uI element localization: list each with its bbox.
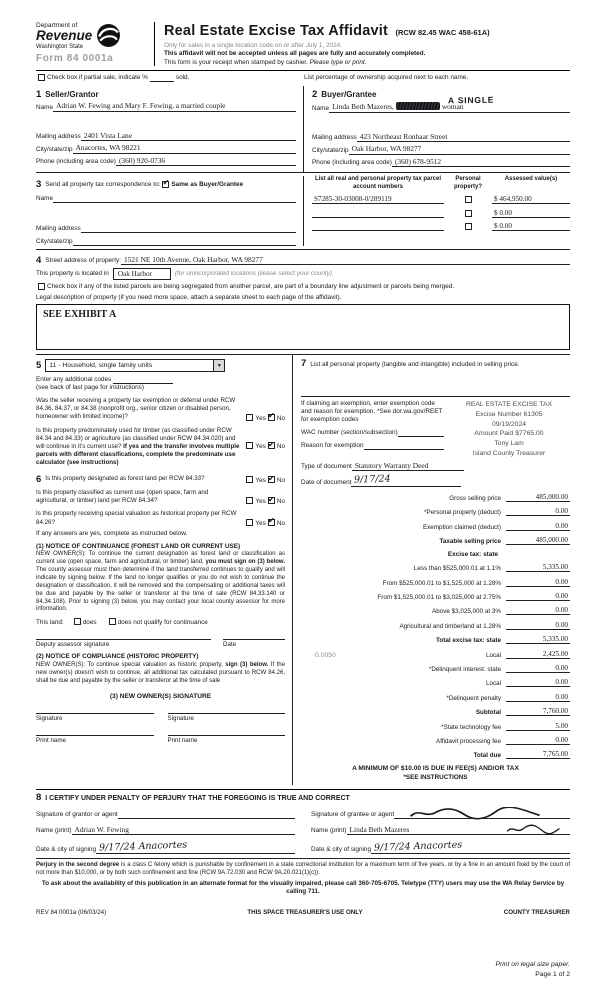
header-note-3a: This form is your receipt when stamped by cashier. — [164, 58, 310, 66]
buyer-name-tail: woman — [441, 102, 464, 112]
partial-sale-bar — [36, 74, 570, 82]
see-back-note: (see back of last page for instructions) — [36, 384, 144, 392]
see-instructions-note: *SEE INSTRUCTIONS — [403, 774, 468, 782]
dor-logo-icon — [96, 23, 121, 48]
q2-no-checkbox[interactable] — [267, 439, 275, 449]
seller-citystate-label: City/state/zip — [36, 145, 73, 153]
grantor-handwritten-date-city: 9/17/24 Anacortes — [98, 839, 188, 854]
certify-statement: I CERTIFY UNDER PENALTY OF PERJURY THAT THE FOREGOING IS TRUE AND CORRECT — [45, 794, 350, 802]
tax-value-field[interactable]: 0.00 — [506, 507, 570, 516]
land-qualify-row — [36, 619, 285, 626]
tax-computation-table — [301, 493, 570, 760]
grantee-signature-field[interactable] — [394, 810, 570, 819]
question-timber-agriculture — [36, 427, 285, 467]
does-not-label: does not qualify for continuance — [117, 619, 208, 627]
same-as-buyer-label: Same as Buyer/Grantee — [171, 181, 244, 189]
historic-no-checkbox[interactable] — [267, 516, 275, 526]
notice2-c: If the new owner(s) doesn't wish to continue, all additional tax calculated pursuant to RCW 84.26, shall be due and payable by the seller or transferor at the time of sale — [36, 661, 285, 684]
owner-signature-line[interactable] — [36, 713, 154, 714]
tax-value-field[interactable]: 5.00 — [506, 722, 570, 731]
partial-sale-checkbox[interactable] — [38, 74, 45, 81]
signature-label: Signature — [167, 714, 194, 722]
perjury-statement — [36, 858, 570, 878]
deputy-assessor-row — [36, 639, 285, 648]
alternate-format-note: To ask about the availability of this publication in an alternate format for the visually impaired, please call 360-705-6705. Teletype (TTY) users may use the WA Relay Service by calling 711. — [41, 879, 565, 896]
legal-description-field[interactable]: SEE EXHIBIT A — [36, 304, 570, 350]
seller-name-field[interactable]: Adrian W. Fewing and Mary F. Fewing, a married couple — [53, 102, 296, 112]
this-land-label: This land: — [36, 619, 64, 627]
no-label: No — [276, 414, 285, 422]
notice1-title: (1) NOTICE OF CONTINUANCE (FOREST LAND OR CURRENT USE) — [36, 542, 241, 550]
notice2-a: NEW OWNER(S): To continue special valuation as historic property, — [36, 661, 226, 668]
section5-number: 5 — [36, 360, 42, 372]
reason-exemption-field[interactable] — [364, 441, 444, 450]
new-owner-signature-row — [36, 713, 285, 722]
tax-row: Total due 7,765.00 — [473, 750, 568, 760]
page-number: Page 1 of 2 — [535, 970, 570, 978]
check-icon: ✔ — [162, 178, 170, 188]
yes-label: Yes — [255, 443, 266, 451]
form-title-rcw: (RCW 82.45 WAC 458-61A) — [395, 28, 490, 37]
corr-citystate-field[interactable] — [73, 237, 296, 246]
partial-sale-label: Check box if partial sale, indicate % — [47, 73, 148, 81]
grantee-name-print-label: Name (print) — [311, 827, 347, 835]
q2-bold: If yes and the transfer involves multiple parcels with different classifications, complete the predominate use calculator (see instructions) — [36, 442, 240, 466]
local-rate-stamp: 0.0050 — [315, 651, 336, 659]
grantee-name-scribble — [506, 823, 561, 836]
legal-size-note: Print on legal size paper. — [495, 960, 570, 968]
footer-row — [36, 909, 570, 916]
if-yes-note: If any answers are yes, complete as instructed below. — [36, 529, 188, 537]
tax-row: From $1,525,000.01 to $3,025,000 at 2.75% 0.00 — [377, 592, 568, 602]
seller-name-label: Name — [36, 103, 54, 111]
stamp-treasurer: Island County Treasurer — [472, 450, 546, 458]
check-icon: ✔ — [267, 494, 275, 504]
divider-line — [301, 396, 570, 397]
tax-row: Agricultural and timberland at 1.28% 0.00 — [399, 620, 568, 630]
does-label: does — [82, 619, 97, 627]
notice3-title: (3) NEW OWNER(S) SIGNATURE — [109, 692, 212, 700]
q1-text: Was the seller receiving a property tax exemption or deferral under RCW 84.36, 84.37, or 84.38 (nonprofit org., senior citizen or disabled person, homeowner with limited income)? — [36, 397, 236, 421]
form-header — [36, 22, 570, 66]
dept-line2: Revenue — [36, 28, 93, 43]
tax-row: Gross selling price 485,000.00 — [449, 492, 568, 502]
type-of-document-label: Type of document — [301, 463, 352, 471]
personal-property-blank-area[interactable] — [301, 369, 570, 393]
notice1-a: NEW OWNER(S): To continue the current designation as forest land or classification as current use (open space, farm and agricultural, or timber) land, — [36, 551, 285, 566]
assessed-value-field[interactable]: $ 0.00 — [492, 209, 570, 218]
new-owner-printname-row — [36, 735, 285, 744]
perjury-rest: is a class C felony which is punishable by confinement in a state correctional institution for a maximum term of five years, or by a fine in an amount fixed by the court of not more than $10,000, or by both such confinement and fine (RCW 9A.72.030 and RCW 9A.20.021(1)(c)). — [36, 862, 570, 877]
parcel-row — [312, 209, 570, 218]
wac-number-field[interactable] — [398, 428, 444, 437]
seller-mailing-label: Mailing address — [36, 133, 81, 141]
left-column — [36, 355, 292, 785]
q1-no-checkbox[interactable] — [267, 411, 275, 421]
seller-citystate-field[interactable]: Anacortes, WA 98221 — [73, 144, 296, 154]
stamp-amount-paid: Amount Paid $7765.00 — [474, 430, 544, 438]
spacer — [312, 113, 570, 130]
corr-citystate-label: City/state/zip — [36, 237, 73, 245]
grantee-handwritten-date-city: 9/17/24 Anacortes — [373, 839, 463, 854]
grantee-name-print-field[interactable]: Linda Beth Mazeres — [347, 826, 500, 836]
tax-row: *Personal property (deduct) 0.00 — [423, 507, 568, 517]
scribbled-out-words — [396, 102, 440, 110]
legal-description-label: Legal description of property (if you need more space, attach a separate sheet to each page of the affidavit). — [36, 294, 342, 302]
perjury-bold: Perjury in the second degree — [36, 862, 120, 869]
tax-value-field[interactable]: 485,000.00 — [506, 536, 570, 545]
seller-phone-label: Phone (including area code) — [36, 158, 116, 166]
assessed-value-header: Assessed value(s) — [504, 176, 558, 183]
corr-mailing-field[interactable] — [81, 224, 296, 233]
grantee-date-city-label: Date & city of signing — [311, 846, 372, 854]
signature-label: Signature — [36, 714, 63, 722]
personal-property-header: Personal property? — [453, 176, 482, 190]
corr-mailing-label: Mailing address — [36, 224, 81, 232]
property-use-select[interactable] — [45, 359, 225, 372]
parcel-number-field[interactable] — [312, 222, 444, 231]
does-not-checkbox[interactable] — [109, 618, 116, 625]
deputy-signature-line[interactable] — [36, 639, 211, 640]
notice2-title: (2) NOTICE OF COMPLIANCE (HISTORIC PROPERTY) — [36, 653, 199, 661]
stamp-cashier-name: Tony Lam — [494, 440, 524, 448]
tax-value-field[interactable]: 485,000.00 — [506, 493, 570, 502]
section-seller — [36, 86, 303, 173]
wac-number-label: WAC number (section/subsection) — [301, 428, 398, 436]
no-label: No — [276, 477, 285, 485]
check-icon: ✔ — [267, 439, 275, 449]
q1-yes-checkbox[interactable] — [246, 414, 253, 421]
grantee-signature-scribble — [408, 807, 545, 820]
grantee-signature-label: Signature of grantee or agent — [311, 810, 395, 818]
section7-number: 7 — [301, 358, 307, 370]
section1-number: 1 — [36, 88, 42, 100]
same-as-buyer-checkbox[interactable] — [162, 178, 170, 188]
parcel-table — [303, 176, 570, 246]
tax-value-field[interactable]: 0.00 — [506, 578, 570, 587]
header-note-1: Only for sales in a single location code on or after July 1, 2024. — [164, 41, 342, 49]
ownership-note: List percentage of ownership acquired next to each name. — [304, 73, 469, 81]
does-checkbox[interactable] — [74, 618, 81, 625]
owner-printname-line[interactable] — [36, 735, 154, 736]
owner-printname-line[interactable] — [168, 735, 286, 736]
print-name-label: Print name — [36, 736, 66, 744]
tax-row: Total excise tax: state 5,335.00 — [436, 635, 568, 645]
forest-no-checkbox[interactable] — [267, 473, 275, 483]
tax-row: Affidavit processing fee 0.00 — [436, 736, 568, 745]
partial-sale-suffix: sold. — [175, 73, 190, 81]
tax-row: From $525,000.01 to $1,525,000 at 1.28% 0.00 — [382, 577, 568, 587]
main-columns — [36, 354, 570, 785]
tax-row: Local 0.00 — [485, 678, 568, 688]
personal-property-checkbox[interactable] — [465, 196, 472, 203]
section6-number: 6 — [36, 473, 42, 485]
stamp-title: REAL ESTATE EXCISE TAX — [465, 400, 553, 408]
check-icon: ✔ — [267, 516, 275, 526]
historic-yes-checkbox[interactable] — [246, 519, 253, 526]
tax-row: *State technology fee 5.00 — [441, 721, 568, 731]
grantor-date-city-label: Date & city of signing — [36, 846, 97, 854]
check-icon: ✔ — [267, 473, 275, 483]
forest-yes-checkbox[interactable] — [246, 476, 253, 483]
grantor-name-print-label: Name (print) — [36, 827, 72, 835]
tax-value-field[interactable]: 5,335.00 — [506, 635, 570, 644]
reason-exemption-label: Reason for exemption — [301, 441, 364, 449]
currentuse-yes-checkbox[interactable] — [246, 497, 253, 504]
page-footer — [495, 960, 570, 980]
tax-value-field[interactable]: 0.00 — [506, 606, 570, 615]
tax-value-field[interactable]: 0.00 — [506, 693, 570, 702]
treasurer-stamp — [448, 400, 570, 459]
tax-row-local: 0.0050 Local 2,425.00 — [301, 650, 570, 659]
exemption-note: If claiming an exemption, enter exemption code and reason for exemption. *See dor.wa.gov/REET for exemption codes — [301, 399, 443, 423]
seller-phone-field[interactable]: (360) 920-0736 — [116, 157, 296, 167]
yes-label: Yes — [255, 477, 266, 485]
question-forest-land — [36, 475, 285, 485]
parcel-row — [312, 195, 570, 204]
tax-value-field[interactable]: 7,760.00 — [506, 707, 570, 716]
section-buyer — [303, 86, 570, 173]
parcel-row — [312, 222, 570, 231]
stamp-excise-number: Excise Number 61305 — [475, 410, 543, 418]
tax-row: *Delinquent penalty 0.00 — [446, 692, 568, 702]
deputy-date-line[interactable] — [223, 639, 285, 640]
assessed-value-field[interactable]: $ 464,950.00 — [492, 195, 570, 204]
right-column — [292, 355, 570, 785]
buyer-citystate-label: City/state/zip — [312, 146, 349, 154]
q6-3-text: Is this property receiving special valuation as historical property per RCW 84.26? — [36, 510, 237, 526]
form-number: Form 84 0001a — [36, 52, 114, 64]
minimum-due-note: A MINIMUM OF $10.00 IS DUE IN FEE(S) AND/OR TAX — [352, 765, 519, 773]
parcel-number-field[interactable] — [312, 209, 444, 218]
form-title: Real Estate Excise Tax Affidavit — [164, 23, 388, 39]
buyer-title: Buyer/Grantee — [321, 90, 377, 100]
section-certification — [36, 789, 570, 854]
type-of-document-field[interactable]: Statutory Warranty Deed — [352, 462, 464, 472]
spacer — [36, 203, 296, 220]
exemption-block — [301, 400, 448, 459]
notice1-text — [36, 551, 285, 614]
additional-codes-label: Enter any additional codes — [36, 376, 112, 384]
q2-text — [36, 427, 241, 467]
correspondence-block — [36, 176, 303, 246]
excise-tax-state-heading: Excise tax: state — [447, 550, 498, 558]
segregated-label: Check box if any of the listed parcels are being segregated from another parcel, are part of a boundary line adjustment or parcels being merged. — [47, 283, 455, 291]
tax-value-field[interactable]: 0.00 — [506, 678, 570, 687]
seller-title: Seller/Grantor — [45, 90, 99, 100]
tax-value-field[interactable]: 5,335.00 — [506, 563, 570, 572]
corr-name-label: Name — [36, 194, 54, 202]
header-rule — [36, 70, 570, 71]
seller-mailing-field[interactable]: 2401 Vista Lane — [81, 132, 296, 142]
notice2-b: sign (3) below. — [225, 661, 269, 668]
spacer — [36, 112, 296, 129]
deputy-date-label: Date — [223, 641, 237, 649]
yes-label: Yes — [255, 414, 266, 422]
notice1-b: you must sign on (3) below. — [205, 559, 285, 566]
grantor-signature-label: Signature of grantor or agent — [36, 810, 118, 818]
agency-block — [36, 22, 154, 66]
tax-value-field[interactable]: 0.00 — [506, 592, 570, 601]
buyer-handwritten-annotation: A SINGLE — [447, 94, 494, 106]
dept-line1: Department of — [36, 22, 78, 29]
check-icon: ✔ — [267, 411, 275, 421]
q2-main: Is this property predominately used for timber (as classified under RCW 84.34 and 84.33) or agriculture (as classified under RCW 84.34.020) and will continue in it's current use? — [36, 426, 236, 450]
rev-number: REV 84 0001a (06/03/24) — [36, 909, 107, 917]
tax-value-field[interactable]: 0.00 — [506, 522, 570, 531]
title-block — [154, 22, 570, 66]
grantor-name-print-field[interactable]: Adrian W. Fewing — [72, 826, 295, 836]
tax-value-field[interactable]: 0.00 — [506, 664, 570, 673]
stamp-date: 09/19/2024 — [491, 420, 527, 428]
grantor-signature-block — [36, 803, 295, 854]
personal-property-intro: List all personal property (tangible and intangible) included in selling price. — [310, 360, 520, 368]
street-address-label: Street address of property: — [45, 257, 121, 265]
tax-row: Above $3,025,000 at 3% 0.00 — [432, 606, 568, 616]
grantee-date-city-field[interactable] — [371, 839, 570, 854]
dept-line3: Washington State — [36, 43, 84, 50]
owner-signature-line[interactable] — [168, 713, 286, 714]
dropdown-arrow-icon[interactable]: ▼ — [213, 360, 224, 371]
buyer-phone-label: Phone (including area code) — [312, 159, 392, 167]
located-in-label: This property is located in — [36, 270, 109, 278]
send-correspondence-label: Send all property tax correspondence to: — [45, 181, 161, 189]
q6-2-text: Is this property classified as current use (open space, farm and agricultural, or timber) land per RCW 84.34? — [36, 489, 209, 505]
tax-row: Exemption claimed (deduct) 0.00 — [422, 521, 568, 531]
street-address-field[interactable]: 1521 NE 10th Avenue, Oak Harbor, WA 98277 — [121, 256, 570, 266]
tax-value-field[interactable]: 0.00 — [506, 621, 570, 630]
grantor-date-city-field[interactable] — [96, 839, 295, 854]
section-property-address — [36, 249, 570, 351]
date-of-document-field[interactable] — [351, 475, 461, 487]
parcel-header: List all real and personal property tax parcel account numbers — [314, 176, 442, 190]
grantee-name-overflow-field[interactable] — [500, 826, 570, 835]
yes-label: Yes — [255, 519, 266, 527]
question-current-use — [36, 489, 285, 505]
grantor-signature-field[interactable] — [118, 810, 295, 819]
corr-name-field[interactable] — [53, 194, 296, 203]
tax-row: Subtotal 7,760.00 — [475, 707, 568, 717]
tax-row: *Delinquent interest: state 0.00 — [428, 664, 568, 674]
located-in-note: (for unincorporated locations please select your county) — [174, 270, 332, 278]
buyer-phone-field[interactable]: (360) 678-9512 — [392, 158, 570, 168]
segregated-checkbox[interactable] — [38, 283, 45, 290]
no-label: No — [276, 443, 285, 451]
buyer-citystate-field[interactable]: Oak Harbor, WA 98277 — [349, 145, 570, 155]
additional-codes-field[interactable] — [113, 377, 173, 384]
handwritten-document-date: 9/17/24 — [354, 473, 392, 487]
q6-1-text: Is this property designated as forest land per RCW 84.33? — [45, 474, 205, 482]
buyer-name-field[interactable] — [329, 102, 570, 113]
print-name-label: Print name — [167, 736, 198, 744]
section3-number: 3 — [36, 179, 42, 191]
q2-yes-checkbox[interactable] — [246, 442, 253, 449]
located-in-select[interactable]: Oak Harbor — [113, 268, 171, 280]
tax-row: Taxable selling price 485,000.00 — [439, 535, 568, 545]
tax-value-field[interactable]: 2,425.00 — [506, 650, 570, 659]
header-note-2: This affidavit will not be accepted unless all pages are fully and accurately completed. — [164, 50, 426, 58]
parties-section — [36, 86, 570, 173]
section4-number: 4 — [36, 254, 42, 266]
header-note-3b: Please type or print. — [309, 58, 367, 66]
parcel-number-field[interactable]: S7285-30-03008-0/289119 — [312, 195, 444, 204]
date-of-document-label: Date of document — [301, 479, 352, 487]
buyer-name-text: Linda Beth Mazeres, — [332, 102, 394, 112]
personal-property-checkbox[interactable] — [465, 210, 472, 217]
no-label: No — [276, 498, 285, 506]
currentuse-no-checkbox[interactable] — [267, 494, 275, 504]
tax-value-field[interactable]: 7,765.00 — [506, 750, 570, 759]
county-treasurer-label: COUNTY TREASURER — [503, 909, 570, 917]
tax-value-field[interactable]: 0.00 — [506, 736, 570, 745]
header-note-3 — [164, 59, 570, 66]
property-use-value: 11 - Household, single family units — [49, 362, 153, 370]
exemption-and-stamp — [301, 400, 570, 459]
grantee-signature-block — [311, 803, 570, 854]
question-historic — [36, 510, 285, 526]
partial-percent-field[interactable] — [150, 75, 174, 82]
notice1-c: The county assessor must then determine if the land transferred continues to qualify and will indicate by signing below. If the land no longer qualifies or you do not wish to continue the designation or classification, it will be removed and the compensating or additional taxes will be due and payable by the seller or transferor at the time of sale (RCW 84.33.140 or 84.34.108). Prior to signing (3) below, you may contact your local county assessor for more information. — [36, 566, 285, 613]
no-label: No — [276, 519, 285, 527]
tax-row: Less than $525,000.01 at 1.1% 5,335.00 — [413, 563, 568, 573]
buyer-name-label: Name — [312, 104, 330, 112]
notice2-text — [36, 662, 285, 686]
section2-number: 2 — [312, 88, 318, 100]
buyer-mailing-field[interactable]: 423 Northeast Ronhaar Street — [357, 133, 570, 143]
deputy-signature-label: Deputy assessor signature — [36, 641, 110, 649]
section-tax-correspondence — [36, 172, 570, 246]
buyer-mailing-label: Mailing address — [312, 134, 357, 142]
question-exemption-deferral — [36, 397, 285, 421]
section8-number: 8 — [36, 792, 42, 804]
treasurer-space-label: THIS SPACE TREASURER'S USE ONLY — [247, 909, 363, 917]
personal-property-checkbox[interactable] — [465, 223, 472, 230]
assessed-value-field[interactable]: $ 0.00 — [492, 222, 570, 231]
yes-label: Yes — [255, 498, 266, 506]
